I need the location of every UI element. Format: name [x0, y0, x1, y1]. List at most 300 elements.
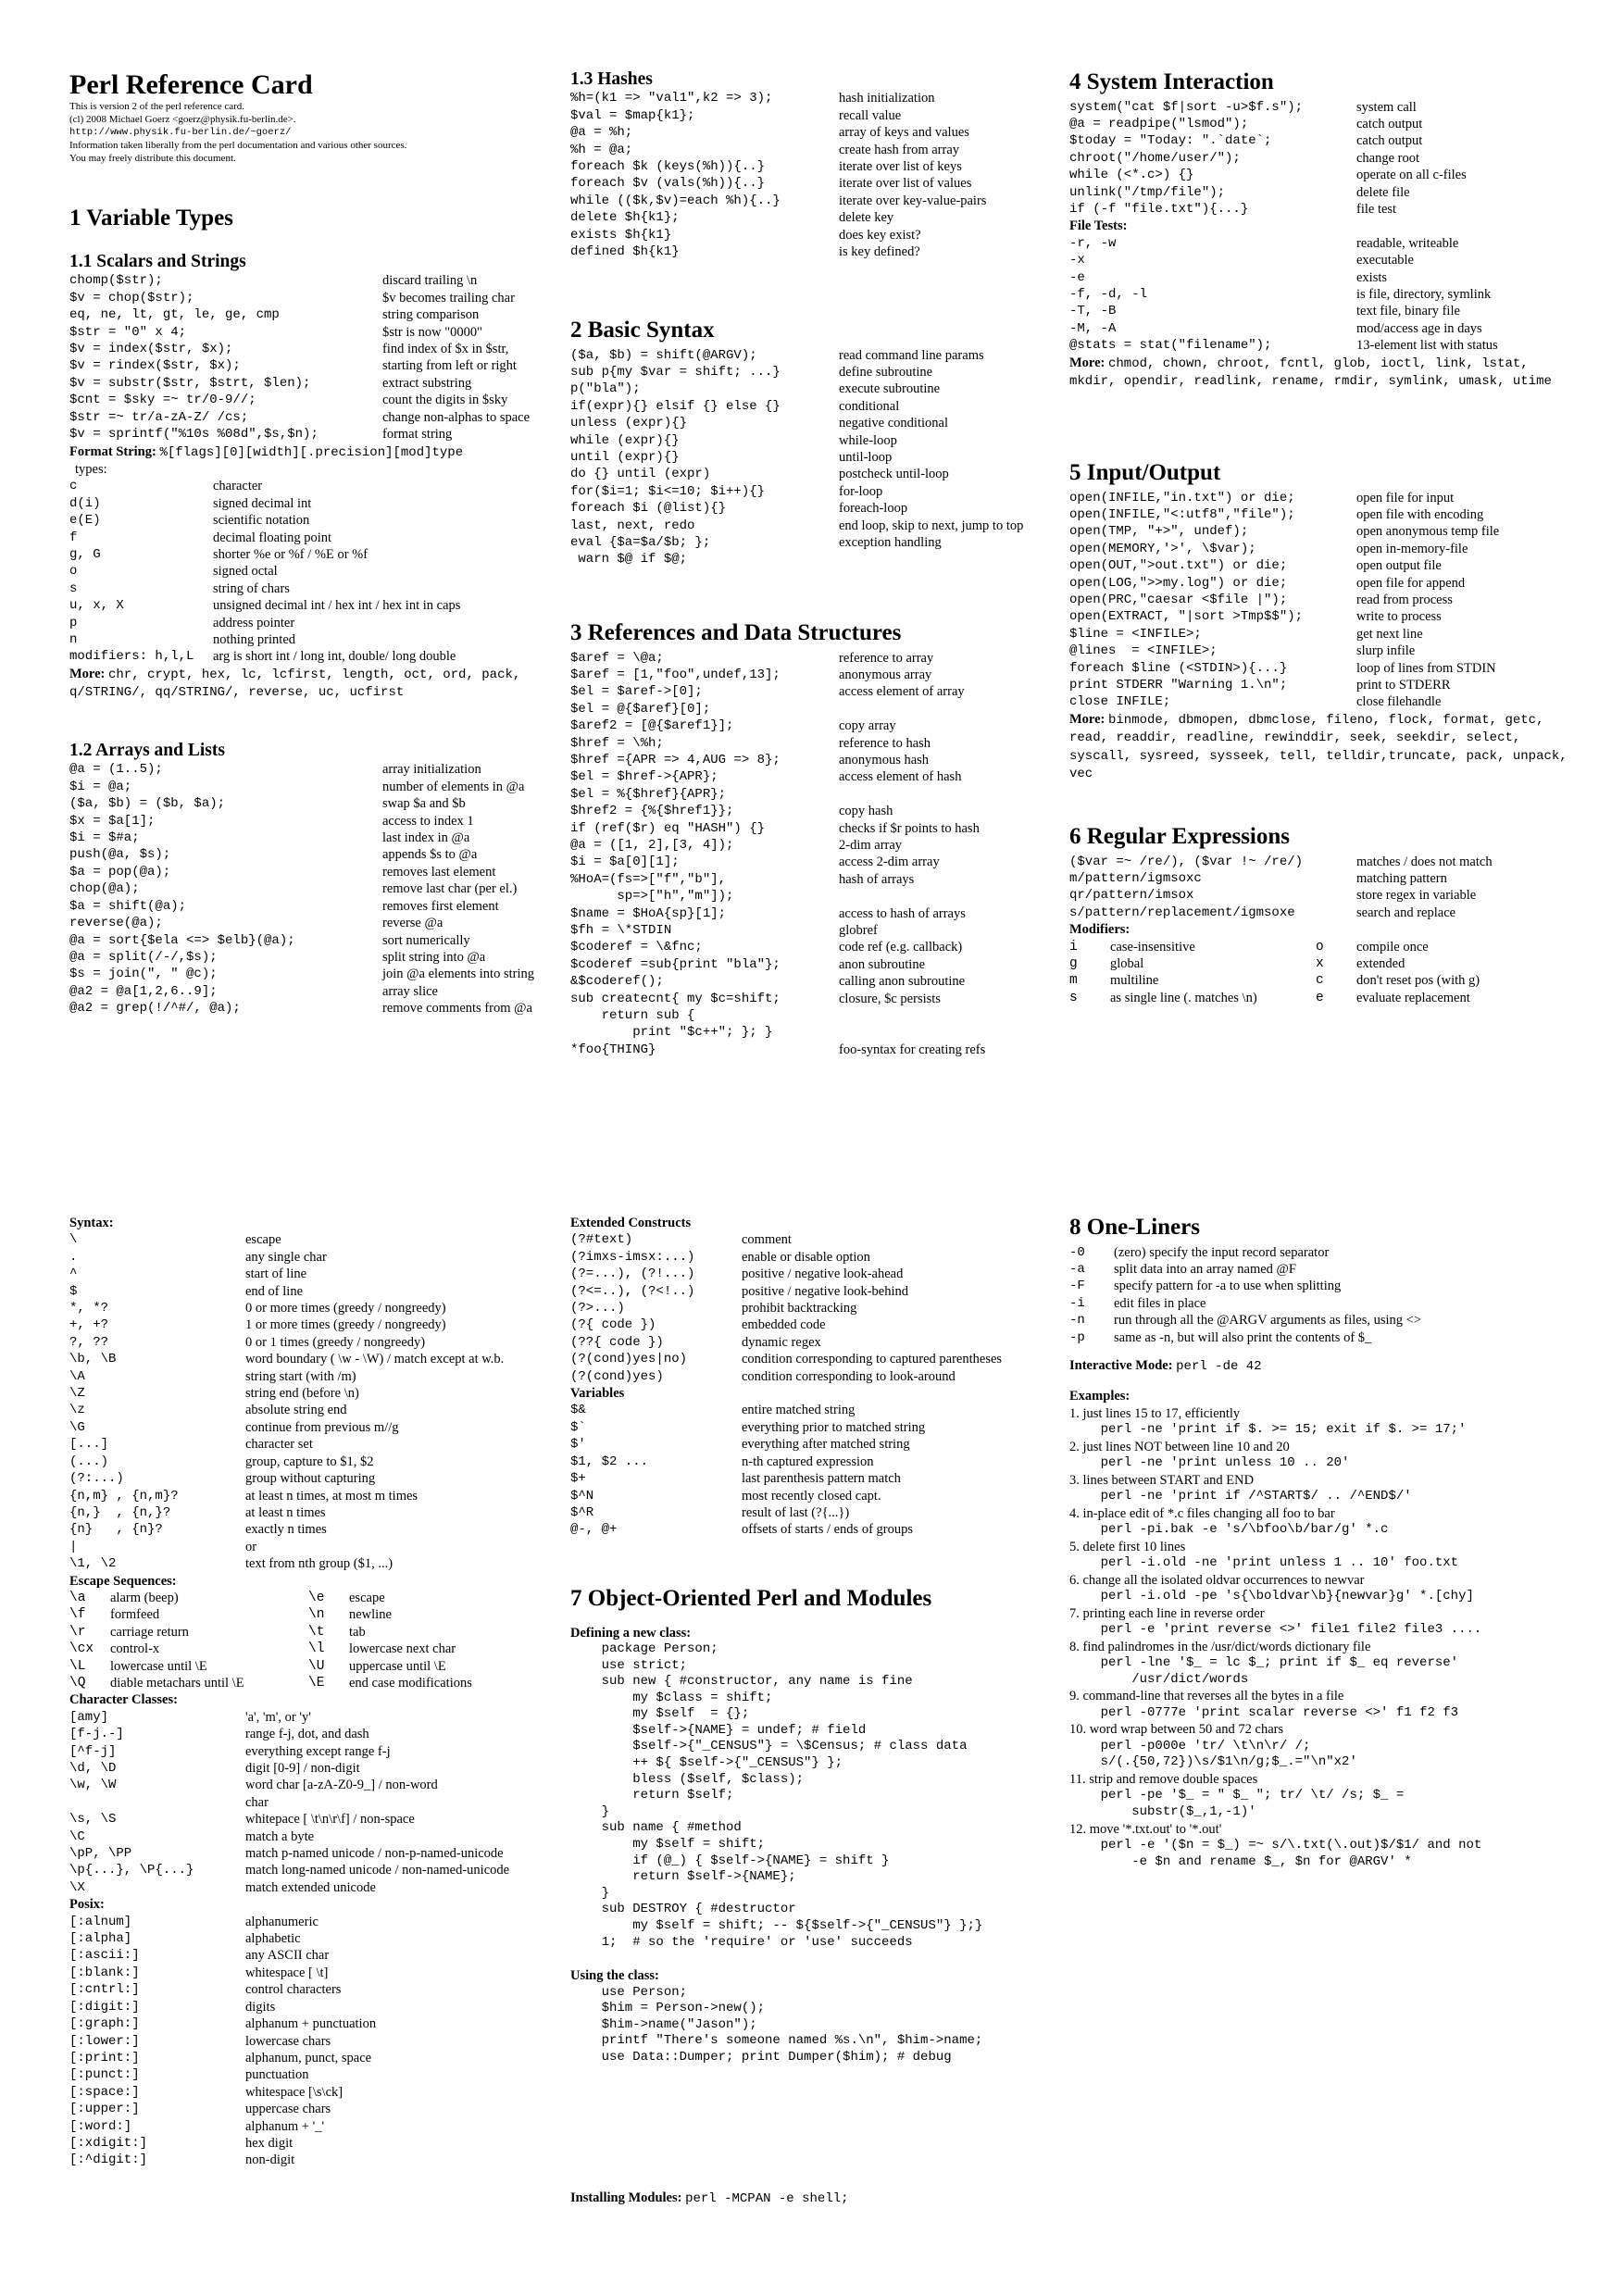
entry-code: \pP, \PP — [69, 1846, 132, 1862]
entry-row — [570, 1042, 1070, 1058]
entry-description: reference to hash — [839, 735, 931, 751]
entry-description: run through all the @ARGV arguments as files, using <> — [1114, 1313, 1422, 1329]
entry-row — [1069, 184, 1569, 201]
entry-code: $str =~ tr/a-zA-Z/ /cs; — [69, 409, 249, 425]
entry-description: matching pattern — [1356, 870, 1447, 886]
entry-row — [1069, 269, 1569, 286]
entry-code: open(PRC,"caesar <$file |"); — [1069, 592, 1288, 607]
entry-row — [69, 813, 569, 830]
entry-description: conditional — [839, 398, 900, 414]
modifier-row — [69, 1590, 569, 1606]
entry-code: e(E) — [69, 513, 101, 529]
entry-description: alphanum + punctuation — [245, 2016, 377, 2032]
entry-description: $str is now "0000" — [382, 324, 483, 340]
entry-description: lowercase chars — [245, 2033, 331, 2049]
entry-row — [570, 1470, 1070, 1487]
entry-description: 1 or more times (greedy / nongreedy) — [245, 1317, 446, 1333]
modifier-description: extended — [1356, 955, 1405, 971]
modifier-key: \U — [308, 1658, 325, 1674]
entry-description: count the digits in $sky — [382, 393, 508, 408]
entry-code: exists $h{k1} — [570, 227, 672, 243]
entry-description: operate on all c-files — [1356, 168, 1467, 183]
entry-code: (?imxs-imsx:...) — [570, 1249, 695, 1265]
entry-description: swap $a and $b — [382, 796, 466, 812]
example-code: perl -lne '$_ = lc $_; print if $_ eq reverse' /usr/dict/words — [1100, 1655, 1459, 1687]
entry-row — [69, 1504, 569, 1521]
modifier-key: \f — [69, 1607, 86, 1623]
entry-description: match long-named unicode / non-named-unicode — [245, 1863, 510, 1878]
entry-row — [1069, 1312, 1569, 1329]
entry-row — [69, 615, 569, 631]
entry-row — [1069, 887, 1569, 904]
entry-row — [570, 449, 1070, 466]
entry-description: iterate over key-value-pairs — [839, 193, 987, 208]
entry-row — [69, 357, 569, 374]
entry-row — [69, 830, 569, 846]
entry-row — [1069, 235, 1569, 252]
entry-row — [69, 1402, 569, 1418]
entry-row — [570, 398, 1070, 415]
entry-code: [^f-j] — [69, 1743, 117, 1759]
entry-code: \b, \B — [69, 1352, 117, 1367]
entry-row — [69, 846, 569, 863]
subsection-title: 1.2 Arrays and Lists — [69, 741, 225, 760]
entry-description: same as -n, but will also print the contents of $_ — [1114, 1329, 1372, 1345]
entry-row — [69, 2135, 569, 2152]
entry-row — [570, 347, 1070, 364]
entry-row — [69, 1419, 569, 1436]
entry-row — [570, 905, 1070, 922]
entry-code: %HoA=(fs=>["f","b"], — [570, 871, 727, 887]
entry-code: . — [69, 1249, 78, 1265]
entry-row — [69, 495, 569, 512]
entry-code: ($a, $b) = shift(@ARGV); — [570, 347, 757, 363]
modifier-row — [69, 1606, 569, 1623]
entry-row — [570, 1316, 1070, 1333]
entry-code: open(EXTRACT, "|sort >Tmp$$"); — [1069, 609, 1304, 625]
entry-row — [69, 1726, 569, 1742]
entry-description: edit files in place — [1114, 1295, 1206, 1311]
entry-row — [570, 1007, 1070, 1024]
entry-row — [69, 1930, 569, 1947]
entry-row — [1069, 1329, 1569, 1346]
modifier-description: multiline — [1110, 973, 1159, 989]
entry-code: $x = $a[1]; — [69, 813, 156, 829]
entry-row — [69, 1862, 569, 1878]
entry-row — [570, 175, 1070, 192]
entry-description: for-loop — [839, 483, 883, 499]
entry-description: matches / does not match — [1356, 854, 1493, 869]
entry-code: $name = $HoA{sp}[1]; — [570, 905, 727, 921]
entry-code: defined $h{k1} — [570, 244, 680, 260]
entry-row — [1069, 252, 1569, 268]
entry-description: prohibit backtracking — [742, 1301, 857, 1316]
entry-description: alphanum, punct, space — [245, 2050, 372, 2065]
entry-description: string end (before \n) — [245, 1386, 359, 1402]
example-code: perl -e 'print reverse <>' file1 file2 file3 .... — [1069, 1622, 1482, 1638]
entry-description: search and replace — [1356, 905, 1456, 920]
entry-code: $i = $a[0][1]; — [570, 855, 680, 870]
entry-description: exactly n times — [245, 1522, 327, 1538]
entry-row — [1069, 99, 1569, 116]
system-rows — [1069, 99, 1569, 218]
entry-description: (zero) specify the input record separator — [1114, 1244, 1330, 1260]
entry-row — [69, 1999, 569, 2015]
modifier-key: \r — [69, 1624, 86, 1640]
more-line — [1069, 355, 1569, 391]
entry-row — [69, 580, 569, 597]
entry-description: at least n times — [245, 1504, 326, 1520]
modifier-description: lowercase until \E — [110, 1658, 207, 1674]
subsection-title: 1.3 Hashes — [570, 69, 653, 89]
entry-row — [570, 888, 1070, 905]
entry-description: alphanum + '_' — [245, 2118, 325, 2134]
entry-description: removes last element — [382, 864, 496, 880]
entry-code: chop(@a); — [69, 881, 140, 897]
entry-row — [69, 1385, 569, 1402]
entry-code: warn $@ if $@; — [570, 552, 688, 568]
entry-description: alphabetic — [245, 1931, 301, 1947]
entry-row — [1069, 320, 1569, 337]
entry-description: format string — [382, 427, 453, 443]
entry-description: anonymous array — [839, 667, 932, 682]
entry-row — [570, 973, 1070, 990]
entry-code: until (expr){} — [570, 449, 680, 465]
entry-row — [570, 518, 1070, 534]
entry-row — [69, 426, 569, 443]
section-regex — [1069, 824, 1569, 1006]
entry-code: \Z — [69, 1386, 85, 1402]
entry-description: join @a elements into string — [382, 967, 534, 982]
entry-code: $el = @{$aref}[0]; — [570, 701, 711, 717]
section-one-liners — [1069, 1215, 1569, 1870]
section-arrays — [69, 741, 569, 1017]
interactive-line — [1069, 1357, 1569, 1375]
entry-code: @a2 = grep(!/^#/, @a); — [69, 1001, 241, 1017]
entry-description: exists — [1356, 269, 1388, 285]
entry-code: (?#text) — [570, 1232, 633, 1248]
entry-description: delete key — [839, 210, 894, 226]
header-lines — [69, 100, 569, 165]
entry-code: open(OUT,">out.txt") or die; — [1069, 558, 1288, 574]
entry-row — [69, 324, 569, 341]
entry-description: access element of array — [839, 684, 965, 700]
modifier-row — [1069, 955, 1569, 972]
entry-row — [570, 500, 1070, 517]
entry-code: while (expr){} — [570, 432, 680, 448]
modifier-key: c — [1316, 973, 1324, 989]
entry-code: reverse(@a); — [69, 916, 163, 931]
example-title: 8. find palindromes in the /usr/dict/words dictionary file — [1069, 1639, 1371, 1654]
entry-description: address pointer — [213, 615, 295, 630]
entry-row — [570, 854, 1070, 870]
entry-description: access to hash of arrays — [839, 905, 966, 921]
entry-row — [1069, 693, 1569, 710]
entry-code: [:blank:] — [69, 1965, 140, 1980]
entry-description: array slice — [382, 983, 438, 999]
entry-row — [69, 932, 569, 949]
entry-code: while (<*.c>) {} — [1069, 168, 1194, 183]
entry-description: change root — [1356, 150, 1420, 166]
section-references — [570, 620, 1070, 1058]
more-label: More: — [1069, 355, 1106, 370]
entry-code: -T, -B — [1069, 304, 1117, 319]
example-title: 9. command-line that reverses all the bytes in a file — [1069, 1689, 1344, 1704]
entry-row — [69, 478, 569, 494]
entry-row — [570, 803, 1070, 819]
entry-row — [69, 1555, 569, 1572]
modifier-key: \cx — [69, 1641, 94, 1657]
entry-code: \A — [69, 1368, 85, 1384]
entry-description: reference to array — [839, 650, 934, 666]
section-basic-syntax — [570, 318, 1070, 568]
modifier-rows — [1069, 939, 1569, 1007]
entry-code: delete $h{k1}; — [570, 210, 680, 226]
entry-description: exception handling — [839, 534, 942, 550]
entry-description: offsets of starts / ends of groups — [742, 1522, 913, 1538]
entry-code: | — [69, 1539, 78, 1554]
entry-description: last index in @a — [382, 830, 470, 846]
entry-code: (??{ code }) — [570, 1334, 664, 1350]
entry-code: open(INFILE,"in.txt") or die; — [1069, 490, 1295, 505]
entry-row — [1069, 490, 1569, 506]
entry-code: unlink("/tmp/file"); — [1069, 184, 1226, 200]
more-line — [1069, 711, 1569, 783]
section-hashes — [570, 69, 1070, 261]
entry-code: -F — [1069, 1279, 1085, 1294]
entry-row — [69, 1828, 569, 1845]
modifier-description: global — [1110, 955, 1144, 971]
entry-row — [570, 1419, 1070, 1436]
entry-row — [1069, 1261, 1569, 1278]
modifier-description: don't reset pos (with g) — [1356, 973, 1480, 989]
entry-row — [69, 272, 569, 289]
entry-code: (?>...) — [570, 1301, 625, 1316]
entry-code: u, x, X — [69, 598, 124, 614]
modifier-key: x — [1316, 955, 1324, 971]
modifier-description: case-insensitive — [1110, 939, 1195, 955]
modifier-key: \l — [308, 1641, 325, 1657]
subsection-title: 1.1 Scalars and Strings — [69, 252, 246, 271]
entry-row — [69, 1368, 569, 1385]
entry-description: write to process — [1356, 609, 1442, 625]
types-label: types: — [75, 461, 107, 477]
more-label: More: — [1069, 711, 1106, 727]
entry-code: $i = @a; — [69, 779, 132, 794]
modifier-row — [69, 1675, 569, 1691]
entry-code: \s, \S — [69, 1812, 117, 1828]
entry-row — [570, 364, 1070, 381]
entry-row — [1069, 1244, 1569, 1261]
entry-code: $val = $map{k1}; — [570, 107, 695, 123]
entry-description: entire matched string — [742, 1403, 856, 1418]
entry-description: split data into an array named @F — [1114, 1261, 1296, 1277]
examples-label: Examples: — [1069, 1389, 1131, 1404]
header-line: You may freely distribute this document. — [69, 153, 236, 164]
modifier-key: g — [1069, 955, 1078, 971]
entry-row — [69, 1539, 569, 1555]
entry-code: sub p{my $var = shift; ...} — [570, 364, 781, 380]
entry-description: signed decimal int — [213, 495, 312, 511]
entry-row — [1069, 643, 1569, 659]
entry-code: {n,m} , {n,m}? — [69, 1488, 179, 1504]
entry-row — [570, 381, 1070, 397]
entry-row — [69, 631, 569, 648]
entry-code: for($i=1; $i<=10; $i++){} — [570, 483, 766, 499]
section-variable-types — [69, 206, 569, 235]
entry-row — [570, 768, 1070, 785]
entry-code: open(INFILE,"<:utf8","file"); — [1069, 506, 1295, 522]
entry-description: non-digit — [245, 2152, 295, 2168]
entry-description: 2-dim array — [839, 837, 903, 853]
entry-code: %h=(k1 => "val1",k2 => 3); — [570, 91, 773, 106]
regex-syntax-rows — [69, 1231, 569, 1572]
entry-code: (...) — [69, 1454, 109, 1469]
entry-description: mod/access age in days — [1356, 320, 1482, 336]
install-code: perl -MCPAN -e shell; — [685, 2191, 849, 2206]
format-value: %[flags][0][width][.precision][mod]type — [159, 444, 464, 460]
example-code: perl -ne 'print unless 10 .. 20' — [1069, 1455, 1350, 1471]
entry-row — [1069, 1278, 1569, 1294]
section-title: 4 System Interaction — [1069, 69, 1274, 94]
file-tests-label: File Tests: — [1069, 218, 1128, 234]
install-label: Installing Modules: — [570, 2190, 682, 2205]
entry-code: $v = sprintf("%10s %08d",$s,$n); — [69, 427, 319, 443]
section-title: 3 References and Data Structures — [570, 620, 902, 645]
entry-row — [69, 795, 569, 812]
example-title: 11. strip and remove double spaces — [1069, 1771, 1258, 1787]
modifier-row — [69, 1641, 569, 1657]
entry-code: s — [69, 580, 78, 596]
entry-row — [1069, 541, 1569, 557]
entry-row — [570, 124, 1070, 141]
section-title: 6 Regular Expressions — [1069, 824, 1291, 849]
entry-code: [:punct:] — [69, 2067, 140, 2083]
entry-row — [1069, 1295, 1569, 1312]
entry-description: digit [0-9] / non-digit — [245, 1761, 360, 1776]
entry-row — [570, 415, 1070, 431]
entry-description: calling anon subroutine — [839, 974, 966, 990]
entry-row — [570, 1351, 1070, 1367]
entry-row — [1069, 286, 1569, 303]
modifier-row — [1069, 972, 1569, 989]
entry-description: while-loop — [839, 432, 897, 448]
array-rows — [69, 761, 569, 1017]
entry-code: (?=...), (?!...) — [570, 1267, 695, 1282]
char-class-rows — [69, 1709, 569, 1896]
entry-row — [69, 1709, 569, 1726]
entry-code: open(LOG,">>my.log") or die; — [1069, 575, 1288, 591]
entry-row — [69, 1760, 569, 1777]
entry-code: open(TMP, "+>", undef); — [1069, 524, 1249, 540]
entry-code: \C — [69, 1828, 85, 1844]
entry-description — [839, 701, 1070, 718]
modifier-key: \t — [308, 1624, 325, 1640]
more-line — [69, 666, 569, 702]
example-code: perl -pi.bak -e 's/\bfoo\b/bar/g' *.c — [1069, 1522, 1389, 1538]
entry-description: change non-alphas to space — [382, 409, 531, 425]
entry-row — [570, 1454, 1070, 1470]
entry-row — [69, 1266, 569, 1282]
entry-row — [570, 551, 1070, 568]
header-line: Information taken liberally from the perl documentation and various other sources. — [69, 140, 407, 151]
entry-row — [1069, 660, 1569, 677]
entry-row — [1069, 592, 1569, 608]
entry-row — [570, 107, 1070, 124]
entry-code: m/pattern/igmsoxc — [1069, 870, 1202, 886]
entry-row — [69, 1351, 569, 1367]
entry-description: hash of arrays — [839, 871, 915, 887]
entry-code: if (ref($r) eq "HASH") {} — [570, 820, 766, 836]
entry-code: @a2 = @a[1,2,6..9]; — [69, 983, 218, 999]
entry-description: does key exist? — [839, 227, 921, 243]
entry-code: $v = index($str, $x); — [69, 342, 233, 357]
example-title: 2. just lines NOT between line 10 and 20 — [1069, 1439, 1290, 1454]
entry-description: string start (with /m) — [245, 1368, 356, 1384]
entry-description: appends $s to @a — [382, 847, 478, 863]
example-title: 5. delete first 10 lines — [1069, 1539, 1186, 1554]
entry-description: shorter %e or %f / %E or %f — [213, 546, 369, 562]
entry-code: -e — [1069, 269, 1085, 285]
entry-row — [69, 512, 569, 529]
entry-code: \d, \D — [69, 1761, 117, 1776]
entry-row — [570, 1521, 1070, 1538]
modifier-row — [69, 1624, 569, 1641]
entry-description: access 2-dim array — [839, 855, 940, 870]
entry-code: do {} until (expr) — [570, 467, 711, 482]
entry-description: char — [245, 1794, 269, 1810]
entry-code: if (-f "file.txt"){...} — [1069, 201, 1249, 217]
entry-row — [69, 2050, 569, 2066]
entry-code: -i — [1069, 1295, 1085, 1311]
entry-code: c — [69, 479, 78, 494]
entry-code: -f, -d, -l — [1069, 286, 1148, 302]
entry-row — [570, 752, 1070, 768]
entry-description: iterate over list of values — [839, 176, 972, 192]
entry-code: eq, ne, lt, gt, le, ge, cmp — [69, 307, 280, 323]
entry-code: open(MEMORY,'>', \$var); — [1069, 541, 1256, 556]
entry-code: -n — [1069, 1313, 1085, 1329]
use-class-label: Using the class: — [570, 1968, 659, 1984]
entry-row — [1069, 557, 1569, 574]
entry-description: anonymous hash — [839, 752, 930, 767]
entry-code: if(expr){} elsif {} else {} — [570, 398, 781, 414]
entry-description: n-th captured expression — [742, 1454, 874, 1469]
entry-code: @a = readpipe("lsmod"); — [1069, 116, 1249, 131]
entry-code: last, next, redo — [570, 518, 695, 533]
entry-code: $cnt = $sky =~ tr/0-9//; — [69, 393, 256, 408]
entry-code: chroot("/home/user/"); — [1069, 150, 1241, 166]
entry-row — [570, 1368, 1070, 1385]
entry-description: define subroutine — [839, 364, 933, 380]
switch-rows — [1069, 1244, 1569, 1346]
entry-code: @a = split(/-/,$s); — [69, 949, 218, 965]
entry-row — [69, 1914, 569, 1930]
entry-description: positive / negative look-behind — [742, 1283, 909, 1299]
entry-code: &$coderef(); — [570, 974, 664, 990]
entry-row — [69, 983, 569, 1000]
entry-row — [570, 1504, 1070, 1521]
entry-row — [69, 648, 569, 665]
modifier-row — [1069, 939, 1569, 955]
entry-code: foreach $line (<STDIN>){...} — [1069, 660, 1288, 676]
header-line: (cl) 2008 Michael Goerz <goerz@physik.fu-berlin.de>. — [69, 114, 296, 125]
entry-code: ?, ?? — [69, 1334, 109, 1350]
entry-code: $el = %{$href}{APR}; — [570, 786, 727, 802]
entry-row — [1069, 870, 1569, 887]
example-code: perl -e '($n = $_) =~ s/\.txt(\.out)$/$1/ and not -e $n and rename $_, $n for @ARGV' * — [1100, 1837, 1482, 1869]
modifier-key: \Q — [69, 1675, 86, 1691]
